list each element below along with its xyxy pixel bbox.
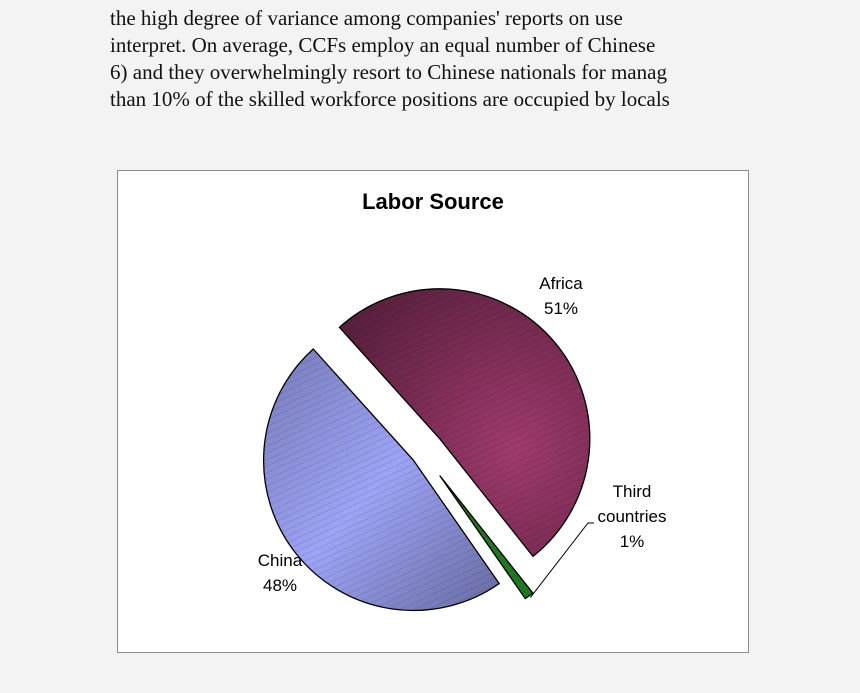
- slice-name-label-china: China: [257, 551, 303, 570]
- slice-percent-label-africa: 51%: [543, 299, 579, 318]
- text-line: 6) and they overwhelmingly resort to Chinese nationals for manag: [110, 60, 667, 84]
- slice-name-label-third-countries: Third: [612, 482, 652, 501]
- slice-name-label-third-countries: countries: [597, 507, 667, 526]
- text-line: interpret. On average, CCFs employ an equal number of Chinese: [110, 33, 656, 57]
- slice-name-label-africa: Africa: [539, 274, 583, 293]
- text-line: than 10% of the skilled workforce positions are occupied by locals: [110, 87, 670, 111]
- pie-chart: [117, 170, 749, 653]
- text-line: the high degree of variance among companies' reports on use: [110, 6, 623, 30]
- slice-percent-label-third-countries: 1%: [619, 532, 645, 551]
- body-text: [110, 6, 750, 140]
- chart-title: Labor Source: [362, 189, 504, 214]
- pie-chart-canvas: [118, 171, 748, 652]
- slice-percent-label-china: 48%: [262, 576, 298, 595]
